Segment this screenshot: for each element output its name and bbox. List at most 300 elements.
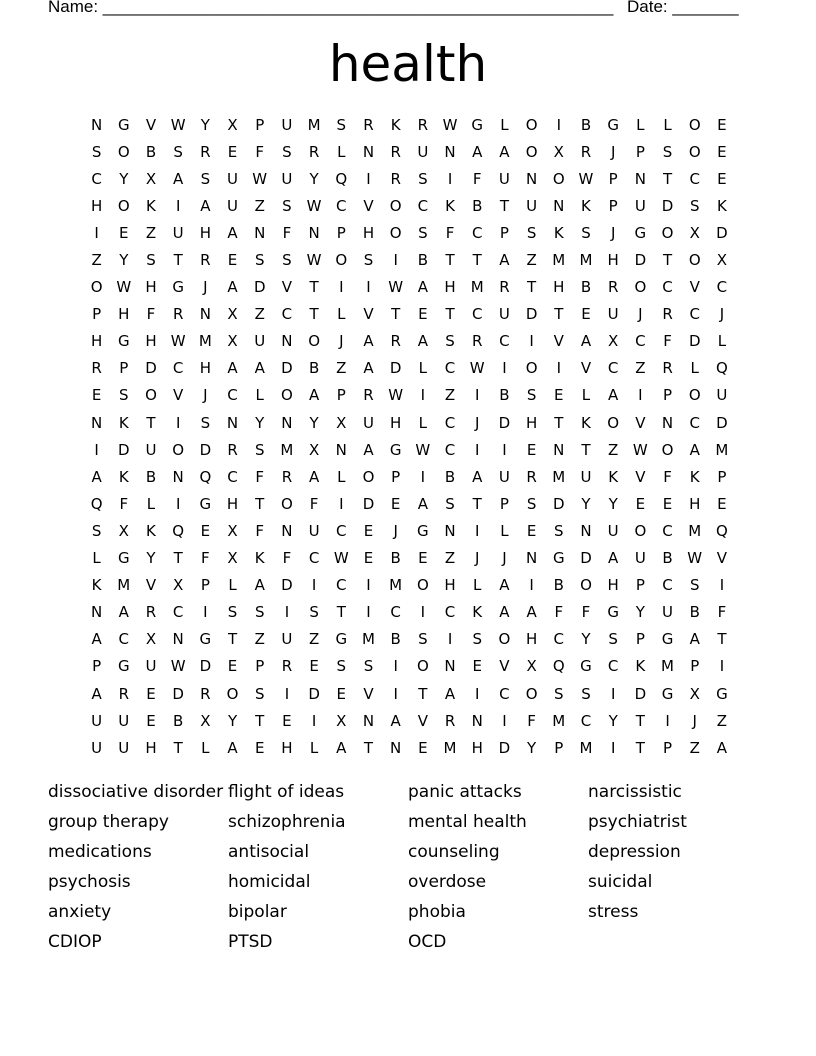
grid-letter[interactable]: S	[254, 684, 265, 703]
grid-letter[interactable]: T	[363, 738, 374, 757]
grid-letter[interactable]: X	[336, 711, 347, 730]
grid-letter[interactable]: Y	[309, 169, 319, 188]
grid-letter[interactable]: X	[689, 684, 700, 703]
grid-letter[interactable]: D	[172, 684, 184, 703]
grid-letter[interactable]: G	[471, 115, 484, 134]
grid-letter[interactable]: N	[90, 115, 103, 134]
grid-letter[interactable]: A	[444, 684, 456, 703]
grid-letter[interactable]: J	[475, 549, 480, 568]
grid-letter[interactable]: E	[554, 386, 564, 405]
grid-letter[interactable]: B	[417, 251, 428, 270]
grid-letter[interactable]: I	[366, 278, 371, 297]
grid-letter[interactable]: I	[393, 657, 398, 676]
grid-letter[interactable]: I	[393, 684, 398, 703]
grid-letter[interactable]: C	[499, 684, 510, 703]
grid-letter[interactable]: O	[90, 278, 103, 297]
grid-letter[interactable]: A	[608, 549, 619, 568]
grid-letter[interactable]: W	[388, 386, 404, 405]
grid-letter[interactable]: O	[688, 251, 701, 270]
grid-letter[interactable]: P	[663, 738, 673, 757]
grid-letter[interactable]: N	[90, 603, 103, 622]
grid-letter[interactable]: L	[418, 413, 428, 432]
grid-letter[interactable]: W	[469, 359, 485, 378]
grid-letter[interactable]: G	[335, 630, 348, 649]
grid-letter[interactable]: L	[690, 359, 699, 378]
grid-letter[interactable]: H	[145, 332, 157, 351]
grid-letter[interactable]: I	[311, 711, 317, 730]
grid-letter[interactable]: E	[662, 494, 673, 513]
grid-letter[interactable]: R	[281, 467, 293, 486]
grid-letter[interactable]: E	[227, 142, 238, 161]
grid-letter[interactable]: O	[172, 440, 185, 459]
grid-letter[interactable]: X	[145, 169, 157, 188]
grid-letter[interactable]: F	[146, 305, 156, 324]
grid-letter[interactable]: O	[416, 576, 429, 595]
grid-letter[interactable]: A	[363, 440, 374, 459]
grid-letter[interactable]: J	[393, 521, 398, 540]
date-field-label[interactable]: Date: _______	[627, 0, 739, 16]
grid-letter[interactable]: J	[339, 332, 344, 351]
grid-letter[interactable]: B	[145, 467, 157, 486]
grid-letter[interactable]: O	[580, 576, 592, 595]
grid-letter[interactable]: N	[362, 711, 375, 730]
grid-letter[interactable]: C	[662, 278, 673, 297]
grid-letter[interactable]: H	[281, 738, 293, 757]
grid-letter[interactable]: H	[199, 223, 211, 242]
grid-letter[interactable]: K	[254, 549, 265, 568]
grid-letter[interactable]: H	[444, 576, 456, 595]
grid-letter[interactable]: V	[689, 278, 700, 297]
grid-letter[interactable]: U	[417, 142, 429, 161]
grid-letter[interactable]: T	[173, 251, 183, 270]
grid-letter[interactable]: O	[525, 684, 538, 703]
grid-letter[interactable]: N	[199, 305, 211, 324]
grid-letter[interactable]: O	[661, 223, 674, 242]
grid-letter[interactable]: B	[145, 142, 157, 161]
grid-letter[interactable]: T	[472, 494, 482, 513]
grid-letter[interactable]: T	[255, 494, 265, 513]
grid-letter[interactable]: S	[581, 223, 591, 242]
grid-letter[interactable]: R	[200, 142, 211, 161]
grid-letter[interactable]: S	[418, 169, 428, 188]
grid-letter[interactable]: T	[418, 684, 428, 703]
grid-letter[interactable]: I	[284, 603, 290, 622]
grid-letter[interactable]: P	[92, 657, 102, 676]
grid-letter[interactable]: M	[552, 251, 566, 270]
grid-letter[interactable]: Z	[308, 630, 320, 649]
grid-letter[interactable]: S	[309, 603, 319, 622]
grid-letter[interactable]: E	[717, 142, 727, 161]
grid-letter[interactable]: K	[91, 576, 102, 595]
grid-letter[interactable]: X	[716, 251, 728, 270]
grid-letter[interactable]: U	[634, 549, 646, 568]
grid-letter[interactable]: M	[552, 711, 566, 730]
grid-letter[interactable]: H	[689, 494, 701, 513]
grid-letter[interactable]: S	[418, 223, 428, 242]
grid-letter[interactable]: L	[146, 494, 156, 513]
grid-letter[interactable]: G	[199, 630, 212, 649]
grid-letter[interactable]: I	[529, 332, 534, 351]
grid-letter[interactable]: K	[118, 467, 129, 486]
grid-letter[interactable]: S	[282, 142, 292, 161]
grid-letter[interactable]: C	[607, 359, 619, 378]
grid-letter[interactable]: B	[553, 576, 564, 595]
grid-letter[interactable]: E	[146, 684, 156, 703]
grid-letter[interactable]: P	[635, 630, 645, 649]
grid-letter[interactable]: O	[145, 386, 157, 405]
grid-letter[interactable]: U	[118, 738, 130, 757]
grid-letter[interactable]: R	[281, 657, 293, 676]
grid-letter[interactable]: K	[146, 521, 156, 540]
grid-letter[interactable]: E	[418, 549, 428, 568]
grid-letter[interactable]: O	[281, 386, 293, 405]
grid-letter[interactable]: F	[119, 494, 129, 513]
grid-letter[interactable]: I	[556, 359, 561, 378]
grid-letter[interactable]: O	[117, 142, 130, 161]
grid-letter[interactable]: M	[552, 467, 566, 486]
grid-letter[interactable]: D	[580, 549, 592, 568]
grid-letter[interactable]: J	[610, 142, 616, 161]
grid-letter[interactable]: A	[499, 576, 510, 595]
grid-letter[interactable]: H	[145, 738, 157, 757]
grid-letter[interactable]: M	[117, 576, 131, 595]
grid-letter[interactable]: Z	[689, 738, 700, 757]
grid-letter[interactable]: C	[553, 630, 565, 649]
grid-letter[interactable]: R	[172, 305, 184, 324]
grid-letter[interactable]: K	[390, 115, 401, 134]
grid-letter[interactable]: X	[118, 521, 129, 540]
grid-letter[interactable]: E	[390, 494, 401, 513]
grid-letter[interactable]: S	[554, 521, 564, 540]
grid-letter[interactable]: V	[145, 115, 157, 134]
grid-letter[interactable]: L	[500, 521, 509, 540]
grid-letter[interactable]: I	[420, 386, 426, 405]
grid-letter[interactable]: L	[228, 576, 237, 595]
grid-letter[interactable]: O	[308, 332, 320, 351]
grid-letter[interactable]: V	[363, 305, 374, 324]
grid-letter[interactable]: Y	[608, 711, 618, 730]
grid-letter[interactable]: M	[389, 576, 403, 595]
grid-letter[interactable]: C	[227, 386, 238, 405]
grid-letter[interactable]: E	[581, 305, 591, 324]
grid-letter[interactable]: M	[688, 521, 702, 540]
grid-letter[interactable]: D	[199, 440, 212, 459]
grid-letter[interactable]: U	[254, 332, 266, 351]
grid-letter[interactable]: A	[716, 738, 728, 757]
grid-letter[interactable]: S	[254, 440, 265, 459]
grid-letter[interactable]: R	[662, 305, 673, 324]
grid-letter[interactable]: U	[526, 196, 538, 215]
grid-letter[interactable]: S	[526, 386, 537, 405]
grid-letter[interactable]: E	[717, 169, 727, 188]
grid-letter[interactable]: E	[717, 494, 727, 513]
grid-letter[interactable]: P	[336, 386, 346, 405]
grid-letter[interactable]: T	[717, 630, 727, 649]
grid-letter[interactable]: E	[363, 521, 374, 540]
grid-letter[interactable]: M	[443, 738, 457, 757]
grid-letter[interactable]: U	[91, 738, 103, 757]
grid-letter[interactable]: H	[199, 359, 211, 378]
grid-letter[interactable]: W	[578, 169, 594, 188]
grid-letter[interactable]: W	[333, 549, 349, 568]
grid-letter[interactable]: U	[227, 169, 239, 188]
grid-letter[interactable]: I	[447, 630, 453, 649]
grid-letter[interactable]: I	[203, 603, 208, 622]
grid-letter[interactable]: D	[308, 684, 320, 703]
grid-letter[interactable]: P	[255, 657, 265, 676]
grid-letter[interactable]: B	[499, 386, 510, 405]
grid-letter[interactable]: I	[366, 576, 371, 595]
grid-letter[interactable]: A	[580, 332, 592, 351]
grid-letter[interactable]: Y	[309, 413, 319, 432]
grid-letter[interactable]: I	[94, 440, 99, 459]
grid-letter[interactable]: N	[172, 467, 184, 486]
grid-letter[interactable]: J	[475, 413, 480, 432]
grid-letter[interactable]: Z	[444, 549, 456, 568]
grid-letter[interactable]: T	[554, 305, 564, 324]
grid-letter[interactable]: R	[662, 359, 673, 378]
grid-letter[interactable]: Q	[716, 359, 728, 378]
grid-letter[interactable]: K	[118, 413, 129, 432]
grid-letter[interactable]: C	[662, 521, 673, 540]
grid-letter[interactable]: M	[661, 657, 674, 676]
grid-letter[interactable]: S	[581, 684, 591, 703]
grid-letter[interactable]: D	[281, 576, 293, 595]
grid-letter[interactable]: Y	[227, 711, 238, 730]
grid-letter[interactable]: F	[663, 467, 672, 486]
grid-letter[interactable]: J	[719, 305, 725, 324]
grid-letter[interactable]: U	[362, 413, 374, 432]
grid-letter[interactable]: E	[227, 657, 238, 676]
grid-letter[interactable]: S	[254, 603, 265, 622]
grid-letter[interactable]: U	[281, 630, 293, 649]
grid-letter[interactable]: B	[390, 630, 401, 649]
grid-letter[interactable]: F	[282, 223, 292, 242]
grid-letter[interactable]: T	[309, 278, 319, 297]
grid-letter[interactable]: S	[91, 521, 102, 540]
grid-letter[interactable]: D	[253, 278, 266, 297]
grid-letter[interactable]: Z	[635, 359, 646, 378]
grid-letter[interactable]: W	[306, 196, 322, 215]
grid-letter[interactable]: S	[254, 251, 265, 270]
name-field-label[interactable]: Name: ______________________________________________________	[48, 0, 614, 16]
grid-letter[interactable]: D	[362, 494, 375, 513]
grid-letter[interactable]: Y	[200, 115, 210, 134]
grid-letter[interactable]: L	[500, 115, 509, 134]
grid-letter[interactable]: K	[689, 467, 700, 486]
grid-letter[interactable]: W	[170, 115, 186, 134]
grid-letter[interactable]: E	[146, 711, 156, 730]
grid-letter[interactable]: U	[498, 467, 510, 486]
grid-letter[interactable]: X	[227, 549, 238, 568]
grid-letter[interactable]: Y	[581, 630, 591, 649]
grid-letter[interactable]: A	[227, 738, 238, 757]
grid-letter[interactable]: S	[689, 196, 700, 215]
grid-letter[interactable]: L	[636, 115, 645, 134]
grid-letter[interactable]: F	[201, 549, 210, 568]
grid-letter[interactable]: S	[363, 251, 374, 270]
grid-letter[interactable]: O	[389, 196, 402, 215]
grid-letter[interactable]: L	[337, 467, 346, 486]
grid-letter[interactable]: W	[252, 169, 268, 188]
grid-letter[interactable]: B	[580, 278, 592, 297]
grid-letter[interactable]: U	[145, 440, 157, 459]
grid-letter[interactable]: U	[145, 657, 157, 676]
grid-letter[interactable]: E	[282, 711, 292, 730]
grid-letter[interactable]: Y	[146, 549, 156, 568]
grid-letter[interactable]: C	[689, 413, 700, 432]
grid-letter[interactable]: O	[335, 251, 348, 270]
grid-letter[interactable]: W	[170, 657, 186, 676]
grid-letter[interactable]: O	[525, 115, 538, 134]
grid-letter[interactable]: C	[689, 305, 700, 324]
grid-letter[interactable]: T	[635, 711, 645, 730]
grid-letter[interactable]: P	[255, 115, 265, 134]
grid-letter[interactable]: T	[554, 413, 564, 432]
grid-letter[interactable]: N	[444, 521, 456, 540]
grid-letter[interactable]: C	[118, 630, 130, 649]
grid-letter[interactable]: O	[281, 494, 293, 513]
grid-letter[interactable]: Y	[635, 603, 645, 622]
grid-letter[interactable]: I	[339, 278, 344, 297]
grid-letter[interactable]: V	[499, 657, 510, 676]
grid-letter[interactable]: P	[391, 467, 401, 486]
grid-letter[interactable]: O	[498, 630, 511, 649]
grid-letter[interactable]: O	[661, 440, 674, 459]
grid-letter[interactable]: T	[635, 738, 645, 757]
grid-letter[interactable]: I	[447, 169, 453, 188]
grid-letter[interactable]: K	[716, 196, 727, 215]
grid-letter[interactable]: Y	[581, 494, 591, 513]
grid-letter[interactable]: F	[282, 549, 292, 568]
grid-letter[interactable]: U	[118, 711, 130, 730]
grid-letter[interactable]: S	[526, 223, 537, 242]
grid-letter[interactable]: R	[390, 332, 401, 351]
grid-letter[interactable]: A	[118, 603, 129, 622]
grid-letter[interactable]: U	[716, 386, 728, 405]
grid-letter[interactable]: I	[175, 494, 181, 513]
grid-letter[interactable]: A	[608, 386, 619, 405]
grid-letter[interactable]: Y	[608, 494, 618, 513]
grid-letter[interactable]: O	[362, 467, 375, 486]
grid-letter[interactable]: P	[200, 576, 210, 595]
grid-letter[interactable]: R	[145, 603, 157, 622]
grid-letter[interactable]: P	[608, 196, 618, 215]
grid-letter[interactable]: B	[580, 115, 592, 134]
grid-letter[interactable]: H	[90, 196, 103, 215]
grid-letter[interactable]: X	[227, 332, 238, 351]
grid-letter[interactable]: G	[552, 549, 565, 568]
grid-letter[interactable]: D	[716, 223, 728, 242]
grid-letter[interactable]: H	[607, 251, 619, 270]
grid-letter[interactable]: I	[475, 440, 480, 459]
grid-letter[interactable]: A	[173, 169, 184, 188]
grid-letter[interactable]: W	[442, 115, 458, 134]
grid-letter[interactable]: A	[227, 359, 238, 378]
grid-letter[interactable]: K	[472, 603, 483, 622]
grid-letter[interactable]: I	[311, 576, 317, 595]
grid-letter[interactable]: Q	[335, 169, 348, 188]
grid-letter[interactable]: I	[339, 494, 344, 513]
grid-letter[interactable]: S	[336, 115, 347, 134]
grid-letter[interactable]: D	[553, 494, 565, 513]
grid-letter[interactable]: D	[389, 359, 402, 378]
grid-letter[interactable]: B	[390, 549, 401, 568]
grid-letter[interactable]: R	[472, 332, 483, 351]
grid-letter[interactable]: I	[475, 386, 480, 405]
grid-letter[interactable]: F	[554, 603, 564, 622]
grid-letter[interactable]: I	[502, 440, 507, 459]
grid-letter[interactable]: X	[308, 440, 320, 459]
grid-letter[interactable]: X	[173, 576, 184, 595]
grid-letter[interactable]: O	[688, 115, 701, 134]
grid-letter[interactable]: M	[579, 251, 593, 270]
grid-letter[interactable]: N	[254, 223, 266, 242]
grid-letter[interactable]: P	[635, 142, 645, 161]
grid-letter[interactable]: I	[610, 738, 616, 757]
grid-letter[interactable]: K	[581, 413, 591, 432]
grid-letter[interactable]: M	[198, 332, 212, 351]
grid-letter[interactable]: W	[687, 549, 703, 568]
grid-letter[interactable]: A	[200, 196, 211, 215]
grid-letter[interactable]: N	[553, 440, 565, 459]
grid-letter[interactable]: L	[663, 115, 672, 134]
grid-letter[interactable]: E	[119, 223, 129, 242]
grid-letter[interactable]: R	[526, 467, 537, 486]
grid-letter[interactable]: K	[608, 467, 619, 486]
grid-letter[interactable]: L	[201, 738, 210, 757]
grid-letter[interactable]: A	[499, 142, 510, 161]
grid-letter[interactable]: Y	[119, 169, 129, 188]
grid-letter[interactable]: M	[280, 440, 294, 459]
grid-letter[interactable]: F	[527, 711, 536, 730]
grid-letter[interactable]: Z	[254, 630, 265, 649]
grid-letter[interactable]: C	[172, 359, 184, 378]
grid-letter[interactable]: L	[581, 386, 591, 405]
grid-letter[interactable]: O	[607, 413, 620, 432]
grid-letter[interactable]: T	[472, 251, 482, 270]
grid-letter[interactable]: H	[525, 630, 538, 649]
grid-letter[interactable]: S	[472, 630, 482, 649]
grid-letter[interactable]: M	[579, 738, 593, 757]
grid-letter[interactable]: G	[417, 521, 429, 540]
grid-letter[interactable]: H	[525, 413, 538, 432]
grid-letter[interactable]: T	[391, 305, 401, 324]
grid-letter[interactable]: N	[553, 196, 565, 215]
grid-letter[interactable]: R	[390, 169, 401, 188]
grid-letter[interactable]: T	[581, 440, 591, 459]
grid-letter[interactable]: S	[336, 657, 347, 676]
grid-letter[interactable]: I	[284, 684, 290, 703]
grid-letter[interactable]: V	[363, 684, 374, 703]
grid-letter[interactable]: X	[689, 223, 700, 242]
grid-letter[interactable]: H	[90, 332, 103, 351]
grid-letter[interactable]: L	[337, 305, 346, 324]
grid-letter[interactable]: C	[635, 332, 646, 351]
grid-letter[interactable]: S	[282, 251, 292, 270]
grid-letter[interactable]: C	[281, 305, 293, 324]
grid-letter[interactable]: R	[417, 115, 429, 134]
grid-letter[interactable]: I	[475, 521, 480, 540]
grid-letter[interactable]: N	[308, 223, 320, 242]
grid-letter[interactable]: C	[336, 521, 347, 540]
grid-letter[interactable]: G	[661, 630, 674, 649]
grid-letter[interactable]: T	[527, 278, 537, 297]
grid-letter[interactable]: Z	[254, 196, 265, 215]
grid-letter[interactable]: V	[716, 549, 728, 568]
grid-letter[interactable]: F	[255, 142, 265, 161]
grid-letter[interactable]: T	[445, 305, 455, 324]
